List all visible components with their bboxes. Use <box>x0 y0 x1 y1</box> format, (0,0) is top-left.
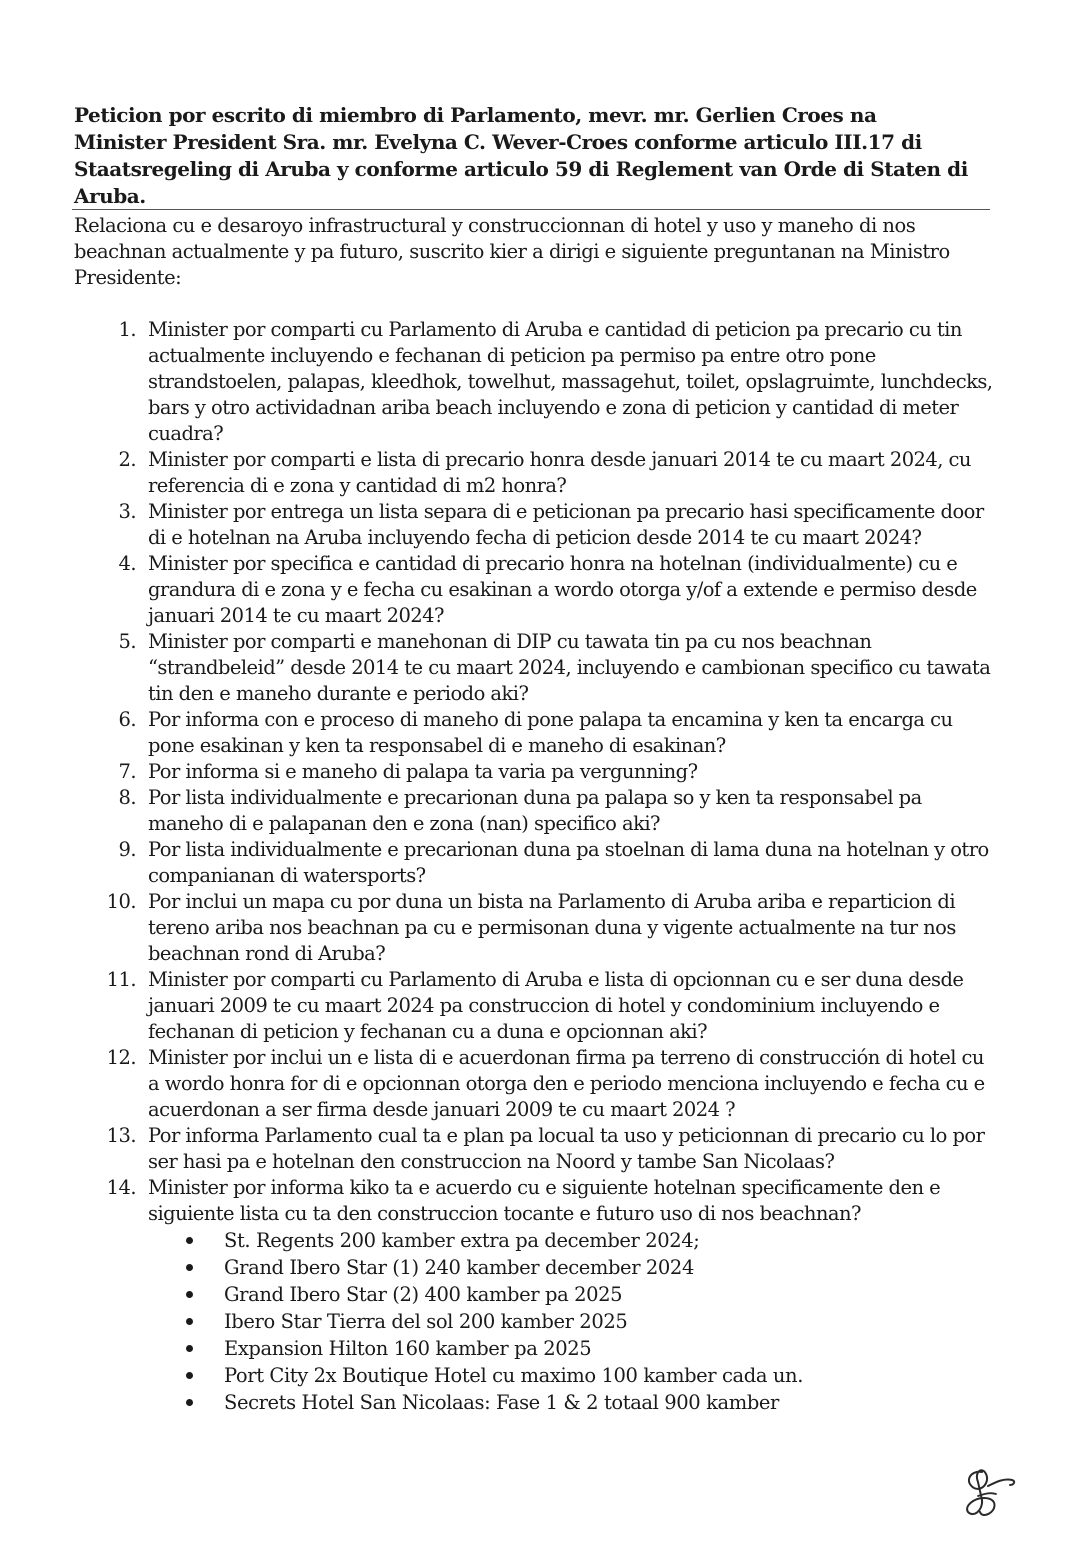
question-text: Minister por comparti cu Parlamento di Aruba e cantidad di peticion pa precario cu tin actualmente incluyendo e fechanan di peticion pa permiso pa entre otro pone strandstoelen, palapas, kleedhok, towelhut, massagehut, toilet, opslagruimte, lunchdecks, bars y otro actividadnan ariba beach incluyendo e zona di peticion y cantidad di meter cuadra? <box>148 318 993 445</box>
question-item <box>0 967 993 1045</box>
question-number: 7. <box>118 760 136 783</box>
question-text: Minister por informa kiko ta e acuerdo cu e siguiente hotelnan specificamente den e siguiente lista cu ta den construccion tocante e futuro uso di nos beachnan? <box>148 1176 941 1225</box>
horizontal-rule <box>72 209 990 210</box>
question-text: Minister por comparti e manehonan di DIP cu tawata tin pa cu nos beachnan “strandbeleid” desde 2014 te cu maart 2024, incluyendo e cambionan specifico cu tawata tin den e maneho durante e periodo aki? <box>148 630 991 705</box>
bullet-item <box>148 1227 993 1254</box>
question-number: 10. <box>106 890 136 913</box>
question-list <box>0 317 1080 1416</box>
bullet-icon <box>186 1291 193 1298</box>
bullet-icon <box>186 1264 193 1271</box>
question-item <box>0 317 993 447</box>
bullet-text: St. Regents 200 kamber extra pa december 2024; <box>224 1229 700 1252</box>
question-number: 11. <box>106 968 136 991</box>
bullet-item <box>148 1362 993 1389</box>
bullet-item <box>148 1281 993 1308</box>
question-number: 9. <box>118 838 136 861</box>
intro-paragraph: Relaciona cu e desaroyo infrastructural y construccionnan di hotel y uso y maneho di nos beachnan actualmente y pa futuro, suscrito kier a dirigi e siguiente preguntanan na Ministro Presidente: <box>74 214 950 289</box>
question-number: 3. <box>118 500 136 523</box>
question-item <box>0 551 993 629</box>
question-text: Minister por entrega un lista separa di e peticionan pa precario hasi specificamente door di e hotelnan na Aruba incluyendo fecha di peticion desde 2014 te cu maart 2024? <box>148 500 984 549</box>
bullet-text: Expansion Hilton 160 kamber pa 2025 <box>224 1337 592 1360</box>
question-item <box>0 785 993 837</box>
question-text: Minister por comparti e lista di precario honra desde januari 2014 te cu maart 2024, cu referencia di e zona y cantidad di m2 honra? <box>148 448 971 497</box>
bullet-item <box>148 1389 993 1416</box>
question-item <box>0 629 993 707</box>
bullet-text: Port City 2x Boutique Hotel cu maximo 100 kamber cada un. <box>224 1364 803 1387</box>
question-text: Por informa si e maneho di palapa ta varia pa vergunning? <box>148 760 698 783</box>
question-item <box>0 759 993 785</box>
question-item <box>0 1175 993 1416</box>
question-text: Por inclui un mapa cu por duna un bista na Parlamento di Aruba ariba e reparticion di tereno ariba nos beachnan pa cu e permisonan duna y vigente actualmente na tur nos beachnan rond di Aruba? <box>148 890 956 965</box>
question-item <box>0 837 993 889</box>
question-number: 6. <box>118 708 136 731</box>
question-number: 13. <box>106 1124 136 1147</box>
question-number: 2. <box>118 448 136 471</box>
question-text: Minister por comparti cu Parlamento di Aruba e lista di opcionnan cu e ser duna desde januari 2009 te cu maart 2024 pa construccion di hotel y condominium incluyendo e fechanan di peticion y fechanan cu a duna e opcionnan aki? <box>148 968 964 1043</box>
bullet-text: Ibero Star Tierra del sol 200 kamber 2025 <box>224 1310 628 1333</box>
question-item <box>0 889 993 967</box>
question-number: 12. <box>106 1046 136 1069</box>
question-text: Por lista individualmente e precarionan duna pa palapa so y ken ta responsabel pa maneho di e palapanan den e zona (nan) specifico aki? <box>148 786 922 835</box>
question-item <box>0 499 993 551</box>
question-number: 5. <box>118 630 136 653</box>
bullet-text: Grand Ibero Star (1) 240 kamber december 2024 <box>224 1256 694 1279</box>
question-item <box>0 1123 993 1175</box>
question-text: Minister por inclui un e lista di e acuerdonan firma pa terreno di construcción di hotel cu a wordo honra for di e opcionnan otorga den e periodo menciona incluyendo e fecha cu e acuerdonan a ser firma desde januari 2009 te cu maart 2024 ? <box>148 1046 985 1121</box>
question-number: 4. <box>118 552 136 575</box>
question-number: 14. <box>106 1176 136 1199</box>
question-item <box>0 707 993 759</box>
bullet-item <box>148 1308 993 1335</box>
question-text: Por lista individualmente e precarionan duna pa stoelnan di lama duna na hotelnan y otro companianan di watersports? <box>148 838 989 887</box>
document-header: Peticion por escrito di miembro di Parlamento, mevr. mr. Gerlien Croes na Minister President Sra. mr. Evelyna C. Wever-Croes conforme articulo III.17 di Staatsregeling di Aruba y conforme articulo 59 di Reglement van Orde di Staten di Aruba. <box>74 103 968 208</box>
question-number: 1. <box>118 318 136 341</box>
question-text: Por informa con e proceso di maneho di pone palapa ta encamina y ken ta encarga cu pone esakinan y ken ta responsabel di e maneho di esakinan? <box>148 708 953 757</box>
bullet-item <box>148 1335 993 1362</box>
question-item <box>0 447 993 499</box>
bullet-icon <box>186 1318 193 1325</box>
question-text: Por informa Parlamento cual ta e plan pa locual ta uso y peticionnan di precario cu lo por ser hasi pa e hotelnan den construccion na Noord y tambe San Nicolaas? <box>148 1124 985 1173</box>
question-text: Minister por specifica e cantidad di precario honra na hotelnan (individualmente) cu e grandura di e zona y e fecha cu esakinan a wordo otorga y/of a extende e permiso desde januari 2014 te cu maart 2024? <box>148 552 977 627</box>
bullet-item <box>148 1254 993 1281</box>
bullet-icon <box>186 1237 193 1244</box>
bullet-text: Grand Ibero Star (2) 400 kamber pa 2025 <box>224 1283 623 1306</box>
question-item <box>0 1045 993 1123</box>
bullet-icon <box>186 1372 193 1379</box>
question-number: 8. <box>118 786 136 809</box>
bullet-icon <box>186 1399 193 1406</box>
bullet-icon <box>186 1345 193 1352</box>
hotel-bullet-list <box>148 1227 993 1416</box>
signature-icon <box>952 1452 1022 1532</box>
bullet-text: Secrets Hotel San Nicolaas: Fase 1 & 2 totaal 900 kamber <box>224 1391 779 1414</box>
